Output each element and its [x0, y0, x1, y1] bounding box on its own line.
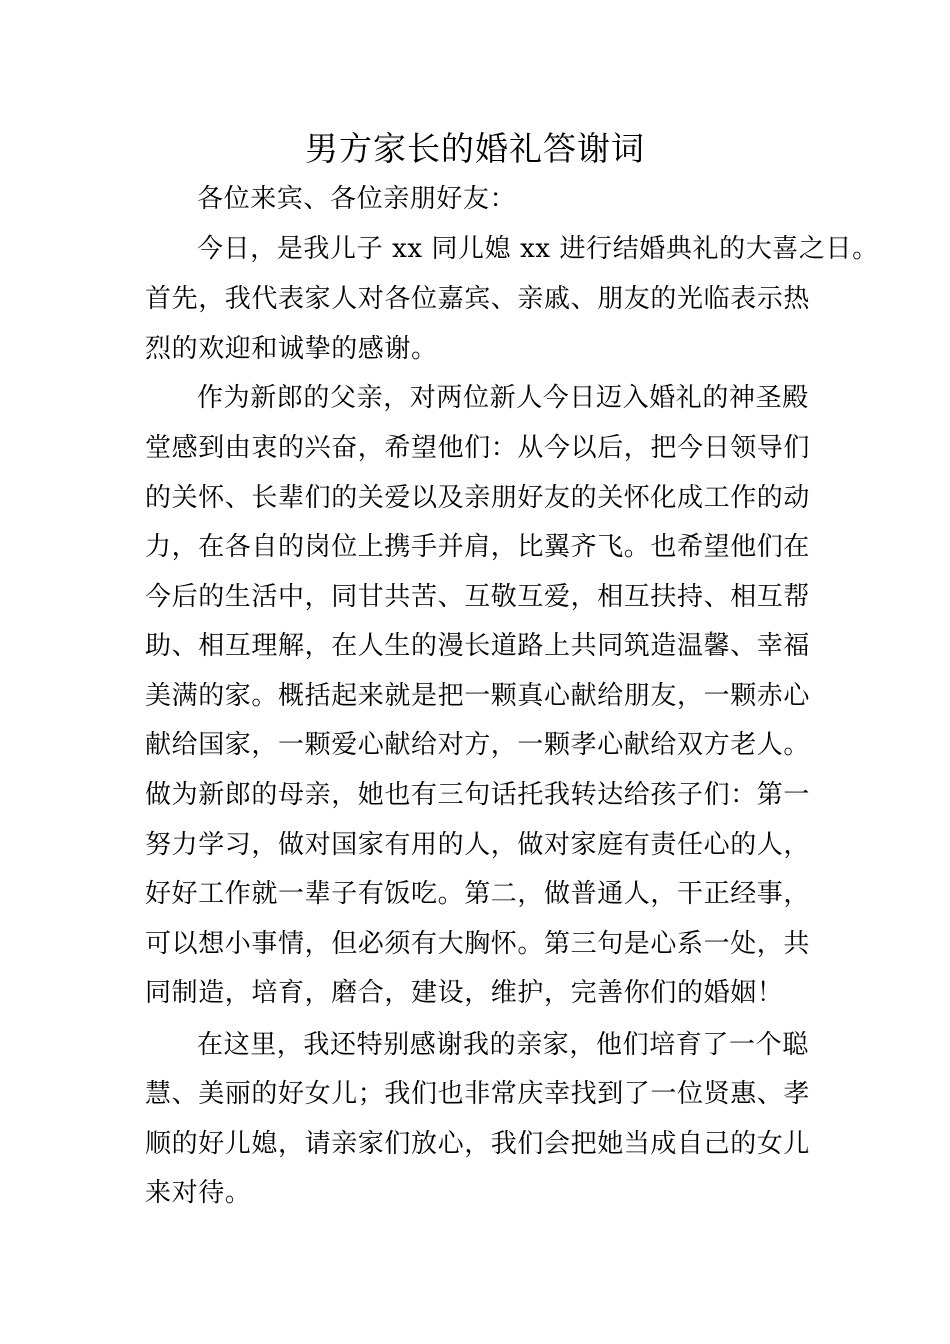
paragraph-line: 做为新郎的母亲，她也有三句话托我转达给孩子们：第一	[145, 780, 811, 810]
paragraph-line: 在这里，我还特别感谢我的亲家，他们培育了一个聪	[197, 1030, 809, 1060]
paragraph-line: 顺的好儿媳，请亲家们放心，我们会把她当成自己的女儿	[145, 1129, 811, 1159]
paragraph-line: 的关怀、长辈们的关爱以及亲朋好友的关怀化成工作的动	[145, 483, 811, 513]
paragraph-line: 今后的生活中，同甘共苦、互敬互爱，相互扶持、相互帮	[145, 582, 811, 612]
paragraph-line: 烈的欢迎和诚挚的感谢。	[145, 334, 438, 364]
paragraph-line: 今日，是我儿子 xx 同儿媳 xx 进行结婚典礼的大喜之日。	[197, 234, 879, 264]
salutation-line: 各位来宾、各位亲朋好友：	[197, 184, 517, 214]
paragraph-line: 同制造，培育，磨合，建设，维护，完善你们的婚姻！	[145, 978, 784, 1008]
paragraph-line: 慧、美丽的好女儿；我们也非常庆幸找到了一位贤惠、孝	[145, 1079, 811, 1109]
paragraph-line: 献给国家，一颗爱心献给对方，一颗孝心献给双方老人。	[145, 730, 811, 760]
paragraph-line: 美满的家。概括起来就是把一颗真心献给朋友，一颗赤心	[145, 681, 811, 711]
paragraph-line: 助、相互理解，在人生的漫长道路上共同筑造温馨、幸福	[145, 631, 811, 661]
paragraph-line: 来对待。	[145, 1178, 252, 1208]
paragraph-line: 作为新郎的父亲，对两位新人今日迈入婚礼的神圣殿	[197, 383, 809, 413]
paragraph-line: 首先，我代表家人对各位嘉宾、亲戚、朋友的光临表示热	[145, 284, 811, 314]
paragraph-line: 堂感到由衷的兴奋，希望他们：从今以后，把今日领导们	[145, 433, 811, 463]
paragraph-line: 努力学习，做对国家有用的人，做对家庭有责任心的人，	[145, 830, 811, 860]
paragraph-line: 力，在各自的岗位上携手并肩，比翼齐飞。也希望他们在	[145, 532, 811, 562]
paragraph-line: 可以想小事情，但必须有大胸怀。第三句是心系一处，共	[145, 929, 811, 959]
document-title: 男方家长的婚礼答谢词	[305, 129, 645, 168]
paragraph-line: 好好工作就一辈子有饭吃。第二，做普通人，干正经事，	[145, 879, 811, 909]
